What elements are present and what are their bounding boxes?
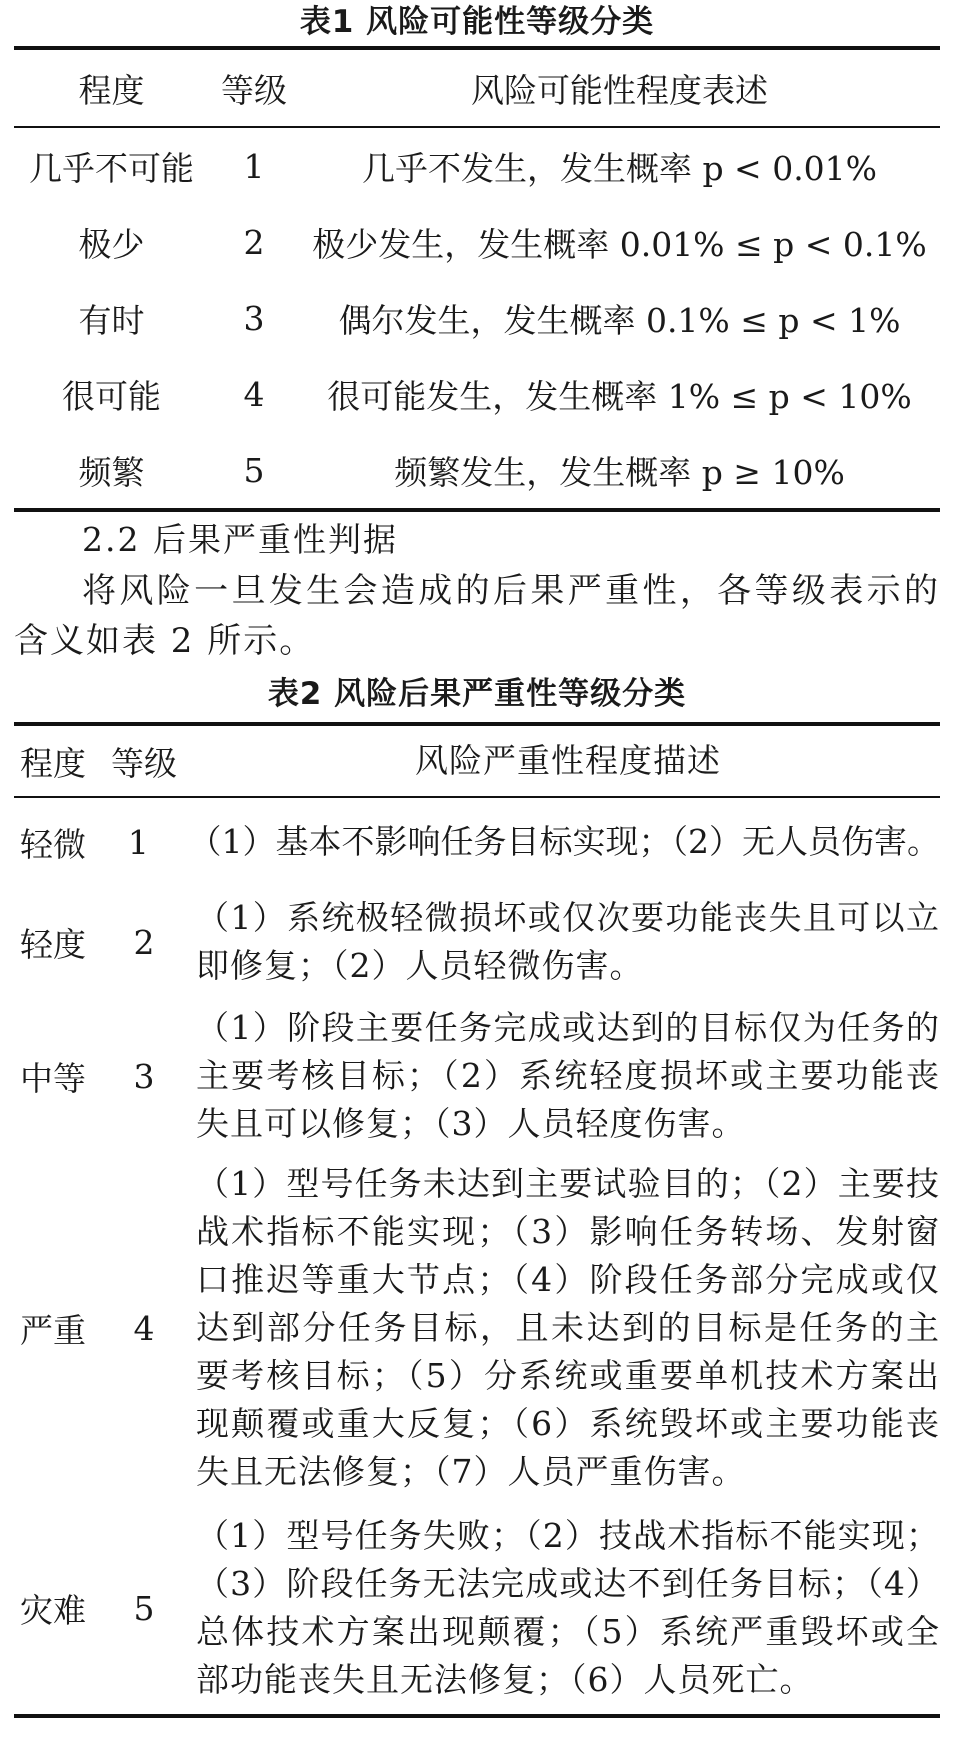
desc-cell: 几乎不发生，发生概率 p < 0.01%	[361, 148, 878, 188]
table-row	[14, 1502, 940, 1714]
table2-header-desc: 风险严重性程度描述	[415, 741, 721, 780]
table-row	[14, 1154, 940, 1502]
degree-cell: 严重	[20, 1310, 86, 1350]
document-page	[14, 0, 940, 1718]
level-cell: 5	[243, 450, 265, 490]
table-row	[14, 280, 940, 356]
desc-cell: （1）型号任务失败；（2）技战术指标不能实现；（3）阶段任务无法完成或达不到任务目标；（4）总体技术方案出现颠覆；（5）系统严重毁坏或全部功能丧失且无法修复；（6）人员死亡。	[196, 1516, 940, 1699]
table1-header-level: 等级	[221, 70, 287, 110]
table-row	[14, 204, 940, 280]
table2-bottom-rule	[14, 1714, 940, 1718]
degree-cell: 有时	[78, 300, 145, 340]
desc-cell: （1）基本不影响任务目标实现；（2）无人员伤害。	[188, 822, 940, 861]
desc-cell: （1）型号任务未达到主要试验目的；（2）主要技战术指标不能实现；（3）影响任务转场、发射窗口推迟等重大节点；（4）阶段任务部分完成或仅达到部分任务目标，且未达到的目标是任务的主要考核目标；（5）分系统或重要单机技术方案出现颠覆或重大反复；（6）系统毁坏或主要功能丧失且无法修复；（7）人员严重伤害。	[196, 1164, 940, 1491]
section-paragraph: 将风险一旦发生会造成的后果严重性，各等级表示的含义如表 2 所示。	[14, 571, 940, 661]
table-row	[14, 356, 940, 432]
degree-cell: 轻微	[20, 824, 86, 864]
table1-bottom-rule	[14, 508, 940, 512]
desc-cell: 极少发生，发生概率 0.01% ≤ p < 0.1%	[312, 224, 927, 264]
desc-cell: 很可能发生，发生概率 1% ≤ p < 10%	[327, 376, 912, 416]
level-cell: 1	[127, 822, 149, 862]
degree-cell: 几乎不可能	[29, 148, 194, 188]
level-cell: 2	[243, 222, 265, 262]
table2-header-degree: 程度	[20, 743, 86, 783]
level-cell: 3	[133, 1056, 155, 1096]
level-cell: 3	[243, 298, 265, 338]
table2-header-level: 等级	[111, 743, 177, 783]
table1-header-degree: 程度	[78, 70, 145, 110]
degree-cell: 轻度	[20, 924, 86, 964]
section-heading: 2.2 后果严重性判据	[82, 520, 398, 559]
table1-body	[14, 128, 940, 508]
table-row	[14, 798, 940, 886]
desc-cell: 偶尔发生，发生概率 0.1% ≤ p < 1%	[338, 300, 901, 340]
level-cell: 1	[243, 146, 265, 186]
desc-cell: 频繁发生，发生概率 p ≥ 10%	[394, 452, 845, 492]
table1-header-row	[14, 50, 940, 126]
degree-cell: 很可能	[62, 376, 161, 416]
table-row	[14, 432, 940, 508]
degree-cell: 灾难	[20, 1590, 86, 1630]
table-row	[14, 128, 940, 204]
table2-header-row	[14, 726, 940, 796]
degree-cell: 中等	[20, 1058, 86, 1098]
table1-header-desc: 风险可能性程度表述	[471, 70, 768, 110]
level-cell: 4	[133, 1308, 155, 1348]
table1-caption: 表1 风险可能性等级分类	[299, 4, 655, 40]
table2-caption: 表2 风险后果严重性等级分类	[267, 676, 687, 712]
table-row	[14, 886, 940, 998]
degree-cell: 极少	[78, 224, 145, 264]
level-cell: 4	[243, 374, 265, 414]
degree-cell: 频繁	[78, 452, 145, 492]
table-row	[14, 998, 940, 1154]
level-cell: 2	[133, 922, 155, 962]
desc-cell: （1）阶段主要任务完成或达到的目标仅为任务的主要考核目标；（2）系统轻度损坏或主要功能丧失且可以修复；（3）人员轻度伤害。	[196, 1008, 940, 1143]
desc-cell: （1）系统极轻微损坏或仅次要功能丧失且可以立即修复；（2）人员轻微伤害。	[196, 898, 940, 985]
level-cell: 5	[133, 1588, 155, 1628]
